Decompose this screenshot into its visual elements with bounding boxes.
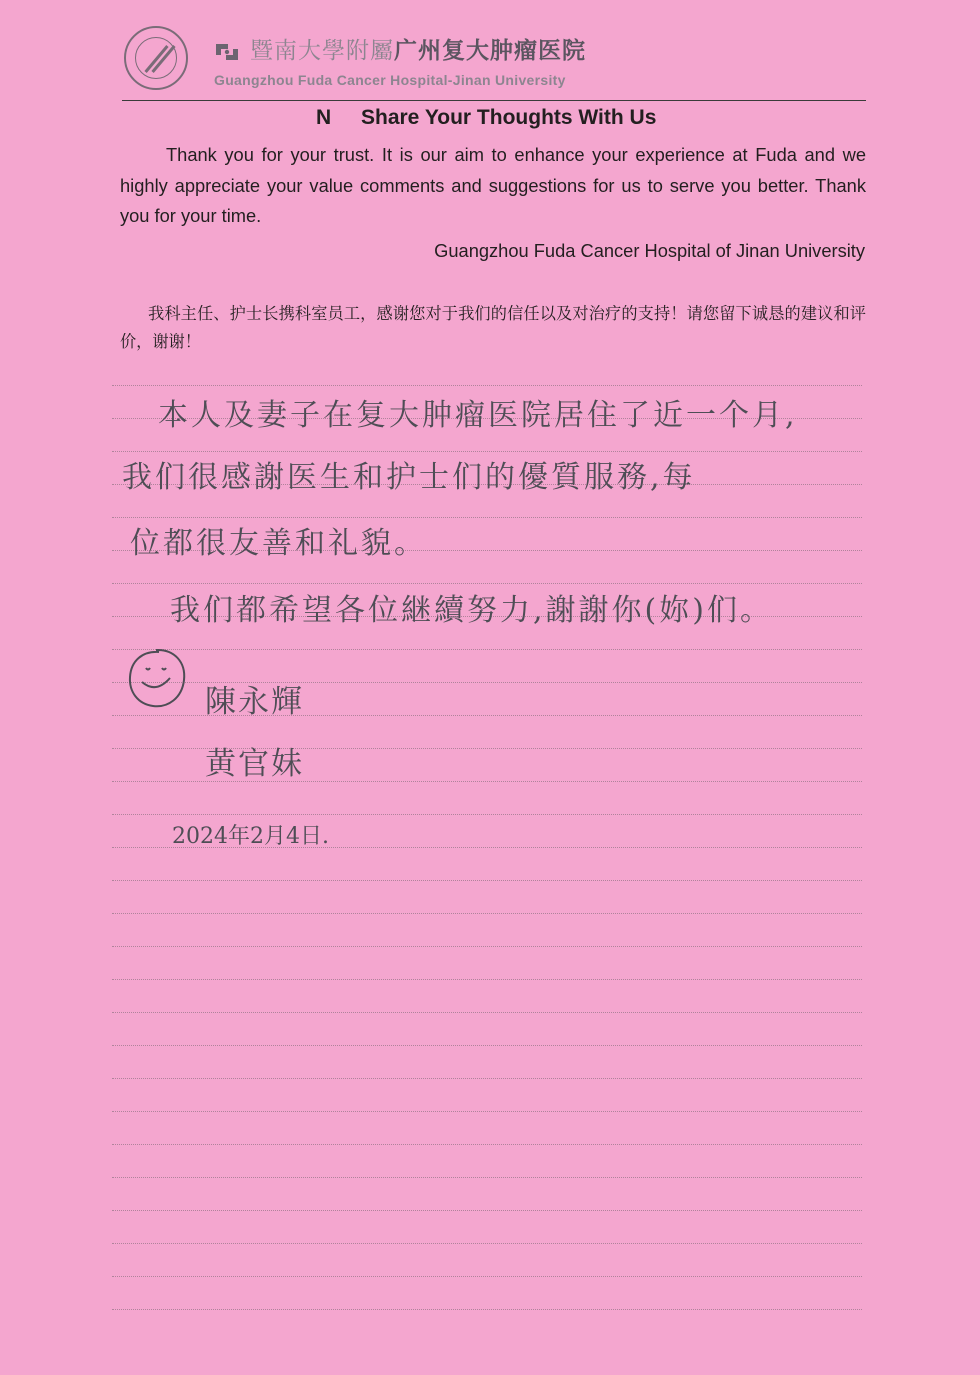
ruled-line <box>112 1111 862 1112</box>
ruled-line <box>112 1144 862 1145</box>
handwritten-date: 2024年2月4日. <box>172 824 329 849</box>
ruled-line <box>112 913 862 914</box>
ruled-line <box>112 1177 862 1178</box>
handwritten-line-3: 位都很友善和礼貌。 <box>130 526 427 561</box>
hospital-name-cn-main: 广州复大肿瘤医院 <box>394 37 586 64</box>
ruled-line <box>112 1276 862 1277</box>
form-heading <box>316 104 656 132</box>
handwritten-line-2: 我们很感謝医生和护士们的優質服務,每 <box>122 460 696 495</box>
handwritten-line-4: 我们都希望各位継續努力,謝謝你(妳)们。 <box>170 593 773 628</box>
ruled-line <box>112 1210 862 1211</box>
ruled-line <box>112 946 862 947</box>
header-divider <box>122 100 866 101</box>
ruled-line <box>112 1243 862 1244</box>
hospital-name-en: Guangzhou Fuda Cancer Hospital-Jinan University <box>214 72 566 88</box>
ruled-line <box>112 814 862 815</box>
university-seal-icon <box>124 26 188 90</box>
ruled-line <box>112 1045 862 1046</box>
form-title: Share Your Thoughts With Us <box>361 106 657 129</box>
university-name-cn: 暨南大學附屬 <box>250 38 394 64</box>
handwritten-line-1: 本人及妻子在复大肿瘤医院居住了近一个月, <box>158 398 798 433</box>
hospital-signature-en: Guangzhou Fuda Cancer Hospital of Jinan University <box>434 240 865 261</box>
ruled-line <box>112 1309 862 1310</box>
hospital-name-cn <box>250 34 586 68</box>
hospital-logo-icon <box>212 38 242 66</box>
ruled-line <box>112 1012 862 1013</box>
smiley-face-icon <box>126 646 188 710</box>
ruled-line <box>112 979 862 980</box>
intro-paragraph-cn: 我科主任、护士长携科室员工，感谢您对于我们的信任以及对治疗的支持！请您留下诚恳的建议和评价，谢谢！ <box>120 304 866 351</box>
ruled-line <box>112 1078 862 1079</box>
intro-paragraph-en: Thank you for your trust. It is our aim to enhance your experience at Fuda and we highly appreciate your value comments and suggestions for us to serve you better. Thank you for your time. <box>120 144 866 226</box>
ruled-line <box>112 880 862 881</box>
ruled-line <box>112 385 862 386</box>
handwritten-name-2: 黄官妹 <box>205 746 304 782</box>
ruled-line <box>112 583 862 584</box>
ruled-line <box>112 649 862 650</box>
handwritten-name-1: 陳永輝 <box>205 684 304 720</box>
section-letter: N <box>316 106 332 129</box>
